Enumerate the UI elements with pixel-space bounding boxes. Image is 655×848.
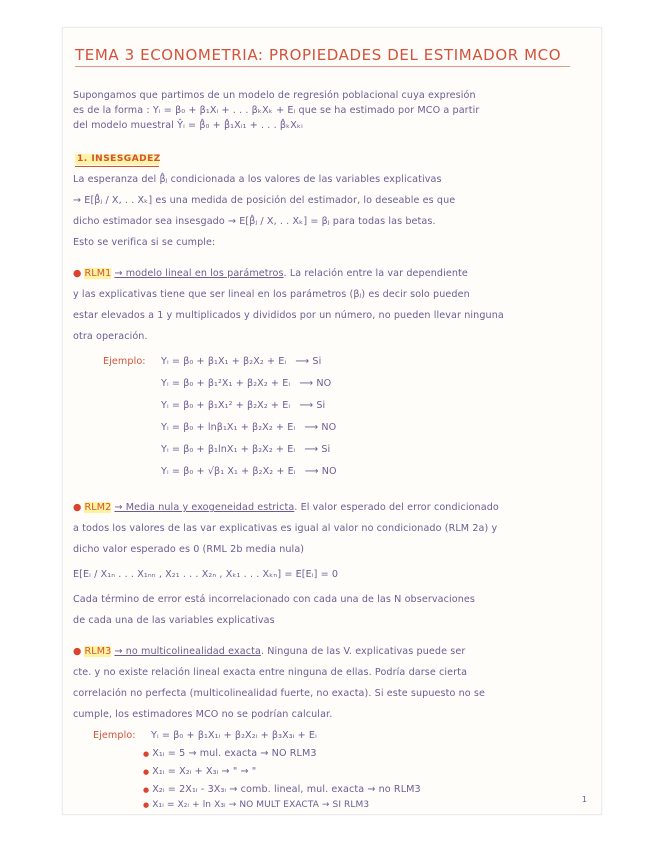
intro-line-2: es de la forma : Yᵢ = β₀ + β₁Xᵢ + . . . βₖXₖ + Eᵢ que se ha estimado por MCO a partir bbox=[73, 105, 480, 116]
section1-line-4: Esto se verifica si se cumple: bbox=[73, 237, 216, 248]
rlm3-line-2: cte. y no existe relación lineal exacta entre ninguna de ellas. Podría darse cierta bbox=[73, 667, 468, 678]
rlm3-title: → no multicolinealidad exacta bbox=[114, 646, 261, 657]
rlm2-after-1: Cada término de error está incorrelacionado con cada una de las N observaciones bbox=[73, 594, 476, 605]
rlm1-title: → modelo lineal en los parámetros bbox=[114, 268, 284, 279]
rlm1-example-5: Yᵢ = β₀ + β₁lnX₁ + β₂X₂ + Eᵢ ⟶ Si bbox=[161, 444, 331, 455]
rlm3-label: RLM3 bbox=[84, 646, 112, 657]
page-number: 1 bbox=[581, 795, 587, 804]
rlm1-label: RLM1 bbox=[84, 268, 112, 279]
rlm2-line-2: a todos los valores de las var explicativas es igual al valor no condicionado (RLM 2a) y bbox=[73, 523, 498, 534]
rlm2-after-2: de cada una de las variables explicativas bbox=[73, 615, 275, 626]
bullet-icon: ● bbox=[73, 646, 82, 657]
section-underline bbox=[75, 166, 159, 167]
rlm1-example-6: Yᵢ = β₀ + √β₁ X₁ + β₂X₂ + Eᵢ ⟶ NO bbox=[161, 466, 337, 477]
rlm3-example-eq: Yᵢ = β₀ + β₁X₁ᵢ + β₂X₂ᵢ + β₃X₃ᵢ + Eᵢ bbox=[151, 730, 317, 741]
rlm3-case-3: ● X₂ᵢ = 2X₁ᵢ - 3X₃ᵢ → comb. lineal, mul. exacta → no RLM3 bbox=[143, 784, 421, 795]
rlm3-heading-line bbox=[73, 646, 465, 657]
bullet-icon: ● bbox=[73, 268, 82, 279]
rlm3-case-1: ● X₁ᵢ = 5 → mul. exacta → NO RLM3 bbox=[143, 748, 317, 759]
bullet-icon: ● bbox=[73, 502, 82, 513]
rlm1-example-2: Yᵢ = β₀ + β₁²X₁ + β₂X₂ + Eᵢ ⟶ NO bbox=[161, 378, 332, 389]
rlm3-case-4: ● X₁ᵢ = X₂ᵢ + ln X₃ᵢ → NO MULT EXACTA → SI RLM3 bbox=[143, 800, 370, 810]
intro-line-1: Supongamos que partimos de un modelo de regresión poblacional cuya expresión bbox=[73, 90, 476, 101]
rlm1-example-4: Yᵢ = β₀ + lnβ₁X₁ + β₂X₂ + Eᵢ ⟶ NO bbox=[161, 422, 337, 433]
notebook-page bbox=[62, 27, 602, 815]
rlm2-formula: E[Eᵢ / X₁ₙ . . . X₁ₙₙ , X₂₁ . . . X₂ₙ , Xₖ₁ . . . Xₖₙ] = E[Eᵢ] = 0 bbox=[73, 569, 339, 580]
section1-line-2: → E[β̂ⱼ / X, . . Xₖ] es una medida de posición del estimador, lo deseable es que bbox=[73, 195, 456, 206]
rlm3-case-2: ● X₁ᵢ = X₂ᵢ + X₃ᵢ → " → " bbox=[143, 766, 257, 777]
rlm1-example-1: Yᵢ = β₀ + β₁X₁ + β₂X₂ + Eᵢ ⟶ Si bbox=[161, 356, 322, 367]
rlm2-text-1: . El valor esperado del error condicionado bbox=[294, 502, 499, 513]
section-heading: 1. INSESGADEZ bbox=[77, 154, 161, 164]
rlm2-heading-line bbox=[73, 502, 499, 513]
rlm1-text-1: . La relación entre la var dependiente bbox=[283, 268, 468, 279]
rlm3-line-4: cumple, los estimadores MCO no se podrían calcular. bbox=[73, 709, 333, 720]
rlm1-line-2: y las explicativas tiene que ser lineal en los parámetros (βⱼ) es decir solo pueden bbox=[73, 289, 470, 300]
rlm2-label: RLM2 bbox=[84, 502, 112, 513]
page-title: TEMA 3 ECONOMETRIA: PROPIEDADES DEL ESTIMADOR MCO bbox=[75, 46, 562, 64]
rlm1-heading-line bbox=[73, 268, 468, 279]
rlm1-example-3: Yᵢ = β₀ + β₁X₁² + β₂X₂ + Eᵢ ⟶ Si bbox=[161, 400, 326, 411]
rlm3-line-3: correlación no perfecta (multicolinealidad fuerte, no exacta). Si este supuesto no se bbox=[73, 688, 486, 699]
section1-line-3: dicho estimador sea insesgado → E[β̂ⱼ / X, . . Xₖ] = βⱼ para todas las betas. bbox=[73, 216, 436, 227]
section1-line-1: La esperanza del β̂ⱼ condicionada a los valores de las variables explicativas bbox=[73, 174, 442, 185]
rlm1-line-4: otra operación. bbox=[73, 331, 148, 342]
rlm2-line-3: dicho valor esperado es 0 (RML 2b media nula) bbox=[73, 544, 305, 555]
title-underline bbox=[75, 66, 570, 67]
rlm1-example-label: Ejemplo: bbox=[103, 356, 146, 367]
rlm1-line-3: estar elevados a 1 y multiplicados y divididos por un número, no pueden llevar ninguna bbox=[73, 310, 504, 321]
rlm3-example-label: Ejemplo: bbox=[93, 730, 136, 741]
intro-line-3: del modelo muestral Ŷᵢ = β̂₀ + β̂₁Xᵢ₁ + . . . β̂ₖXₖᵢ bbox=[73, 120, 303, 131]
rlm3-text-1: . Ninguna de las V. explicativas puede ser bbox=[260, 646, 466, 657]
rlm2-title: → Media nula y exogeneidad estricta bbox=[114, 502, 295, 513]
